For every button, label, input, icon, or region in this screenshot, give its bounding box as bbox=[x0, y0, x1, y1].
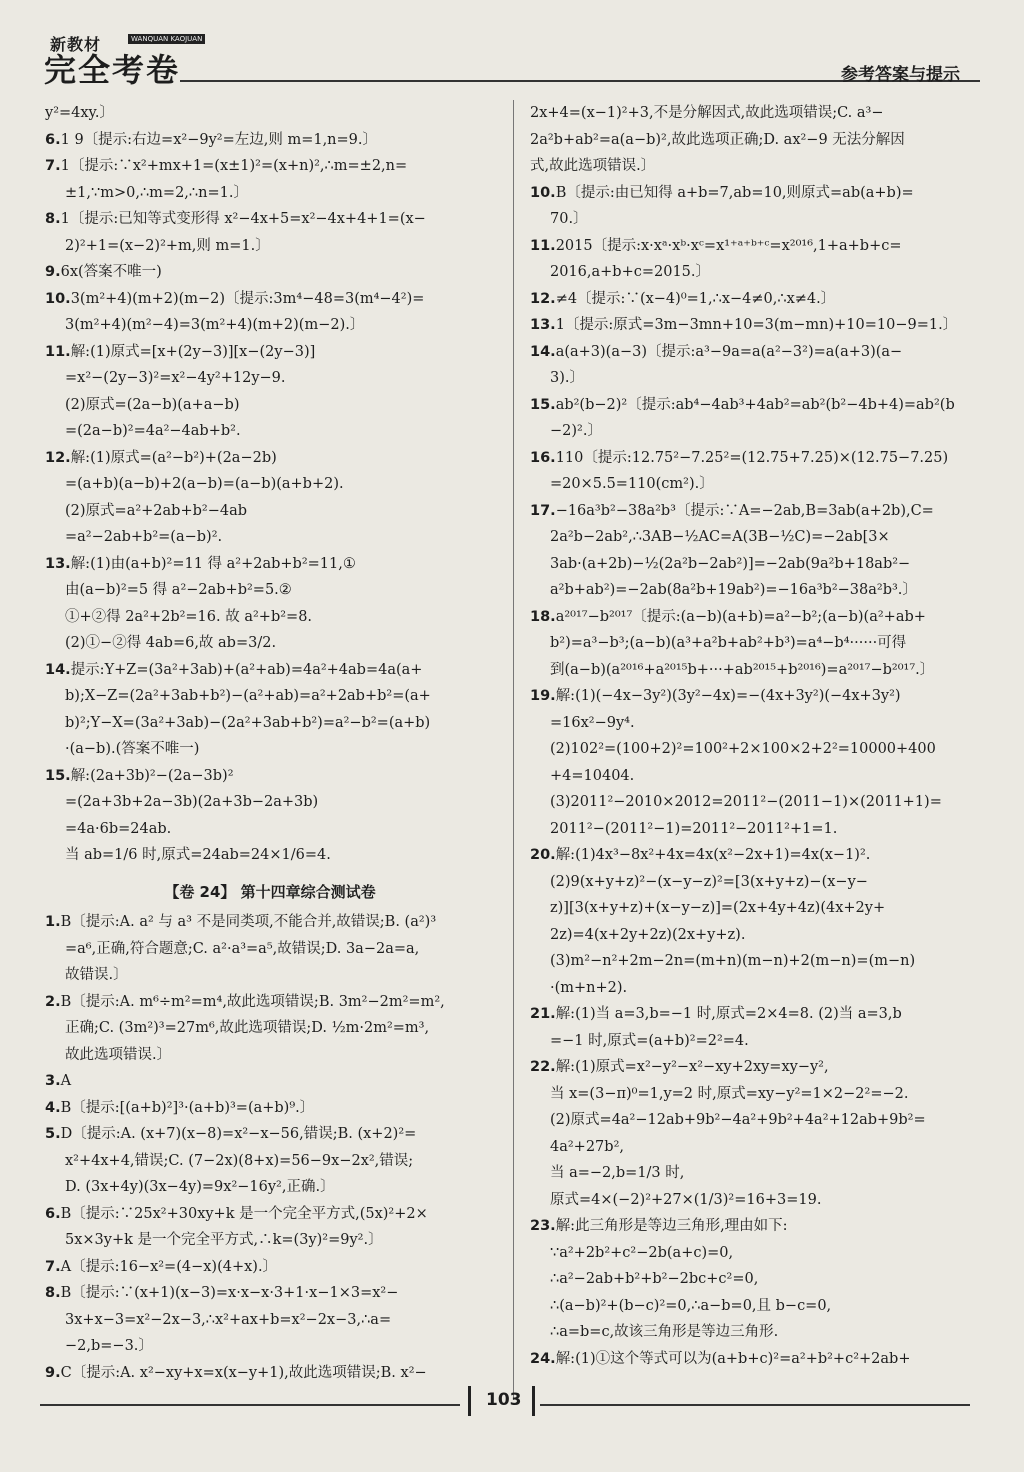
answer-line bbox=[45, 259, 495, 286]
answer-line bbox=[530, 710, 975, 737]
answer-line bbox=[530, 127, 975, 154]
answer-line bbox=[45, 471, 495, 498]
question-number: 1. bbox=[45, 914, 61, 930]
answer-text: 110〔提示:12.75²−7.25²=(12.75+7.25)×(12.75−7.25) bbox=[555, 449, 949, 466]
answer-text: b);X−Z=(2a²+3ab+b²)−(a²+ab)=a²+2ab+b²=(a+ bbox=[65, 688, 431, 704]
answer-text: 原式=4×(−2)²+27×(1/3)²=16+3=19. bbox=[550, 1191, 822, 1208]
question-number: 21. bbox=[530, 1006, 556, 1022]
answer-line bbox=[530, 100, 975, 127]
brand-logo-text: 完全考卷 bbox=[44, 51, 181, 89]
question-number: 24. bbox=[530, 1350, 556, 1367]
question-number: 23. bbox=[530, 1218, 556, 1234]
answer-line bbox=[45, 392, 495, 419]
answer-text: 2015〔提示:x·xᵃ·xᵇ·xᶜ=x¹⁺ᵃ⁺ᵇ⁺ᶜ=x²⁰¹⁶,1+a+b+c= bbox=[555, 237, 902, 254]
answer-text: 2016,a+b+c=2015.〕 bbox=[550, 264, 711, 280]
answer-text: =20×5.5=110(cm²).〕 bbox=[550, 476, 714, 492]
answer-text: 3ab·(a+2b)−½(2a²b−2ab²)]=−2ab(9a²b+18ab²− bbox=[550, 555, 911, 572]
question-number: 8. bbox=[45, 1285, 61, 1301]
answer-line bbox=[530, 1160, 975, 1187]
answer-text: 3(m²+4)(m+2)(m−2)〔提示:3m⁴−48=3(m⁴−4²)= bbox=[70, 290, 425, 307]
answer-line bbox=[45, 1174, 495, 1201]
answer-text: 2z)=4(x+2y+2z)(2x+y+z). bbox=[550, 926, 746, 943]
question-number: 8. bbox=[45, 211, 61, 227]
answer-line bbox=[45, 1148, 495, 1175]
answer-line bbox=[530, 206, 975, 233]
answer-text: 2)²+1=(x−2)²+m,则 m=1.〕 bbox=[65, 237, 270, 254]
page-number: 103 bbox=[486, 1390, 522, 1410]
answer-line bbox=[45, 1068, 495, 1095]
answer-line bbox=[45, 1042, 495, 1069]
answer-text: B〔提示:A. m⁶÷m²=m⁴,故此选项错误;B. 3m²−2m²=m², bbox=[60, 993, 445, 1010]
answer-text: C〔提示:A. x²−xy+x=x(x−y+1),故此选项错误;B. x²− bbox=[60, 1364, 427, 1381]
answer-text: a²b+ab²)=−2ab(8a²b+19ab²)=−16a³b²−38a²b³.〕 bbox=[550, 582, 917, 598]
answer-text: =4a·6b=24ab. bbox=[65, 820, 172, 837]
answer-text: a(a+3)(a−3)〔提示:a³−9a=a(a²−3²)=a(a+3)(a− bbox=[555, 343, 903, 360]
answer-line bbox=[530, 1107, 975, 1134]
answer-line bbox=[45, 445, 495, 472]
answer-text: 提示:Y+Z=(3a²+3ab)+(a²+ab)=4a²+4ab=4a(a+ bbox=[70, 661, 423, 678]
page-header bbox=[40, 30, 980, 90]
answer-text: 1〔提示:已知等式变形得 x²−4x+5=x²−4x+4+1=(x− bbox=[60, 211, 426, 227]
answer-text: 解:此三角形是等边三角形,理由如下: bbox=[555, 1218, 788, 1234]
answer-line bbox=[45, 365, 495, 392]
question-number: 9. bbox=[45, 1364, 61, 1381]
question-number: 18. bbox=[530, 608, 556, 625]
answer-line bbox=[530, 286, 975, 313]
answer-line bbox=[530, 1213, 975, 1240]
answer-text: (2)原式=a²+2ab+b²−4ab bbox=[65, 502, 247, 519]
answer-text: =(a+b)(a−b)+2(a−b)=(a−b)(a+b+2). bbox=[65, 476, 344, 492]
answer-line bbox=[45, 180, 495, 207]
answer-text: 故错误.〕 bbox=[65, 967, 128, 983]
answer-line bbox=[45, 1095, 495, 1122]
answer-line bbox=[45, 1280, 495, 1307]
answer-line bbox=[530, 1054, 975, 1081]
answer-text: 解:(1)由(a+b)²=11 得 a²+2ab+b²=11,① bbox=[70, 555, 356, 572]
question-number: 11. bbox=[45, 343, 71, 360]
left-column bbox=[45, 100, 495, 1386]
answer-text: ①+②得 2a²+2b²=16. 故 a²+b²=8. bbox=[65, 608, 313, 625]
answer-line bbox=[530, 1028, 975, 1055]
answer-text: =x²−(2y−3)²=x²−4y²+12y−9. bbox=[65, 370, 286, 386]
answer-line bbox=[530, 948, 975, 975]
answer-text: ∴a=b=c,故该三角形是等边三角形. bbox=[550, 1324, 779, 1340]
answer-line bbox=[45, 286, 495, 313]
answer-line bbox=[45, 1121, 495, 1148]
answer-text: 4a²+27b², bbox=[550, 1138, 624, 1155]
answer-line bbox=[530, 736, 975, 763]
answer-text: 5x×3y+k 是一个完全平方式,∴k=(3y)²=9y².〕 bbox=[65, 1232, 383, 1248]
answer-text: (2)102²=(100+2)²=100²+2×100×2+2²=10000+400 bbox=[550, 741, 936, 757]
answer-text: (3)m²−n²+2m−2n=(m+n)(m−n)+2(m−n)=(m−n) bbox=[550, 953, 916, 969]
answer-line bbox=[45, 1307, 495, 1334]
question-number: 6. bbox=[45, 1205, 61, 1222]
answer-text: =(2a+3b+2a−3b)(2a+3b−2a+3b) bbox=[65, 794, 319, 810]
answer-line bbox=[45, 498, 495, 525]
question-number: 3. bbox=[45, 1073, 61, 1089]
answer-line bbox=[530, 524, 975, 551]
answer-line bbox=[45, 936, 495, 963]
answer-text: 6x(答案不唯一) bbox=[60, 264, 162, 280]
answer-line bbox=[45, 339, 495, 366]
answer-text: 2a²b−2ab²,∴3AB−½AC=A(3B−½C)=−2ab[3× bbox=[550, 529, 890, 545]
answer-text: B〔提示:A. a² 与 a³ 不是同类项,不能合并,故错误;B. (a²)³ bbox=[60, 914, 437, 930]
answer-line bbox=[530, 471, 975, 498]
answer-text: ∴(a−b)²+(b−c)²=0,∴a−b=0,且 b−c=0, bbox=[550, 1297, 832, 1314]
answer-text: 3).〕 bbox=[550, 370, 584, 386]
header-section-title: 参考答案与提示 bbox=[841, 65, 960, 85]
answer-line bbox=[45, 789, 495, 816]
answer-text: ∵a²+2b²+c²−2b(a+c)=0, bbox=[550, 1244, 734, 1261]
answer-line bbox=[530, 763, 975, 790]
answer-line bbox=[530, 842, 975, 869]
question-number: 10. bbox=[530, 184, 556, 201]
answer-text: (2)原式=4a²−12ab+9b²−4a²+9b²+4a²+12ab+9b²= bbox=[550, 1112, 926, 1128]
answer-line bbox=[530, 233, 975, 260]
answer-text: =a²−2ab+b²=(a−b)². bbox=[65, 529, 223, 545]
answer-line bbox=[45, 710, 495, 737]
answer-line bbox=[45, 418, 495, 445]
answer-line bbox=[45, 962, 495, 989]
answer-line bbox=[530, 1240, 975, 1267]
answer-line bbox=[530, 1293, 975, 1320]
answer-text: 2x+4=(x−1)²+3,不是分解因式,故此选项错误;C. a³− bbox=[530, 105, 884, 121]
answer-text: (2)①−②得 4ab=6,故 ab=3/2. bbox=[65, 635, 277, 651]
answer-line bbox=[45, 577, 495, 604]
answer-line bbox=[530, 498, 975, 525]
answer-line bbox=[530, 1187, 975, 1214]
answer-line bbox=[530, 1134, 975, 1161]
question-number: 2. bbox=[45, 993, 61, 1010]
answer-line bbox=[45, 989, 495, 1016]
answer-text: 3x+x−3=x²−2x−3,∴x²+ax+b=x²−2x−3,∴a= bbox=[65, 1311, 392, 1328]
answer-text: 2011²−(2011²−1)=2011²−2011²+1=1. bbox=[550, 820, 838, 837]
answer-text: 解:(1)当 a=3,b=−1 时,原式=2×4=8. (2)当 a=3,b bbox=[555, 1006, 902, 1022]
answer-text: b)²;Y−X=(3a²+3ab)−(2a²+3ab+b²)=a²−b²=(a+b) bbox=[65, 714, 431, 731]
answer-line bbox=[45, 1333, 495, 1360]
answer-line bbox=[530, 392, 975, 419]
answer-text: 由(a−b)²=5 得 a²−2ab+b²=5.② bbox=[65, 582, 292, 598]
answer-text: 1〔提示:原式=3m−3mn+10=3(m−mn)+10=10−9=1.〕 bbox=[555, 317, 958, 333]
brand-tag: WANQUAN KAOJUAN bbox=[128, 34, 205, 44]
question-number: 13. bbox=[530, 317, 556, 333]
answer-text: 解:(1)①这个等式可以为(a+b+c)²=a²+b²+c²+2ab+ bbox=[555, 1350, 911, 1367]
answer-text: ±1,∵m>0,∴m=2,∴n=1.〕 bbox=[65, 184, 248, 201]
answer-text: 解:(1)4x³−8x²+4x=4x(x²−2x+1)=4x(x−1)². bbox=[555, 847, 871, 863]
right-column bbox=[530, 100, 975, 1372]
answer-text: 故此选项错误.〕 bbox=[65, 1046, 172, 1063]
question-number: 13. bbox=[45, 555, 71, 572]
answer-line bbox=[45, 683, 495, 710]
answer-line bbox=[530, 1319, 975, 1346]
answer-line bbox=[45, 100, 495, 127]
answer-line bbox=[45, 909, 495, 936]
answer-text: 3(m²+4)(m²−4)=3(m²+4)(m+2)(m−2).〕 bbox=[65, 317, 365, 333]
answer-text: 1 9〔提示:右边=x²−9y²=左边,则 m=1,n=9.〕 bbox=[60, 131, 377, 148]
answer-text: +4=10404. bbox=[550, 767, 635, 784]
answer-text: A bbox=[60, 1073, 72, 1089]
answer-line bbox=[530, 577, 975, 604]
answer-text: b²)=a³−b³;(a−b)(a³+a²b+ab²+b³)=a⁴−b⁴······可得 bbox=[550, 635, 907, 651]
answer-line bbox=[530, 657, 975, 684]
answer-line bbox=[45, 736, 495, 763]
answer-text: B〔提示:由已知得 a+b=7,ab=10,则原式=ab(a+b)= bbox=[555, 184, 914, 201]
footer-rule-left bbox=[40, 1404, 460, 1406]
question-number: 11. bbox=[530, 237, 556, 254]
answer-line bbox=[530, 1081, 975, 1108]
page-bar-right bbox=[532, 1386, 535, 1416]
question-number: 6. bbox=[45, 131, 61, 148]
answer-text: y²=4xy.〕 bbox=[45, 105, 114, 121]
question-number: 20. bbox=[530, 847, 556, 863]
answer-line bbox=[45, 551, 495, 578]
footer-rule-right bbox=[540, 1404, 970, 1406]
answer-line bbox=[45, 763, 495, 790]
answer-line bbox=[45, 1360, 495, 1387]
section-title: 【卷 24】 第十四章综合测试卷 bbox=[164, 882, 376, 901]
answer-text: (2)9(x+y+z)²−(x−y−z)²=[3(x+y+z)−(x−y− bbox=[550, 873, 868, 890]
answer-text: B〔提示:[(a+b)²]³·(a+b)³=(a+b)⁹.〕 bbox=[60, 1099, 315, 1116]
question-number: 15. bbox=[45, 767, 71, 784]
question-number: 15. bbox=[530, 396, 556, 413]
answer-line bbox=[530, 789, 975, 816]
answer-line bbox=[530, 445, 975, 472]
question-number: 5. bbox=[45, 1126, 61, 1142]
column-divider bbox=[513, 100, 514, 1400]
answer-line bbox=[45, 630, 495, 657]
answer-text: 1〔提示:∵x²+mx+1=(x±1)²=(x+n)²,∴m=±2,n= bbox=[60, 158, 408, 174]
answer-text: 2a²b+ab²=a(a−b)²,故此选项正确;D. ax²−9 无法分解因 bbox=[530, 131, 905, 148]
answer-line bbox=[45, 153, 495, 180]
answer-text: A〔提示:16−x²=(4−x)(4+x).〕 bbox=[60, 1258, 278, 1275]
question-number: 16. bbox=[530, 449, 556, 466]
answer-line bbox=[530, 418, 975, 445]
answer-text: z)][3(x+y+z)+(x−y−z)]=(2x+4y+4z)(4x+2y+ bbox=[550, 900, 886, 916]
answer-text: 解:(1)原式=x²−y²−x²−xy+2xy=xy−y², bbox=[555, 1059, 829, 1075]
answer-line bbox=[530, 153, 975, 180]
question-number: 22. bbox=[530, 1059, 556, 1075]
question-number: 12. bbox=[45, 449, 71, 466]
answer-line bbox=[45, 206, 495, 233]
answer-text: =−1 时,原式=(a+b)²=2²=4. bbox=[550, 1032, 749, 1049]
answer-text: B〔提示:∵25x²+30xy+k 是一个完全平方式,(5x)²+2× bbox=[60, 1205, 428, 1222]
question-number: 12. bbox=[530, 290, 556, 307]
answer-line bbox=[530, 683, 975, 710]
answer-line bbox=[530, 895, 975, 922]
question-number: 14. bbox=[530, 343, 556, 360]
answer-text: 到(a−b)(a²⁰¹⁶+a²⁰¹⁵b+···+ab²⁰¹⁵+b²⁰¹⁶)=a²⁰¹⁷−b²⁰¹⁷.〕 bbox=[550, 661, 935, 678]
answer-line bbox=[45, 816, 495, 843]
answer-line bbox=[530, 816, 975, 843]
answer-line bbox=[530, 312, 975, 339]
question-number: 9. bbox=[45, 264, 61, 280]
answer-text: B〔提示:∵(x+1)(x−3)=x·x−x·3+1·x−1×3=x²− bbox=[60, 1285, 399, 1301]
answer-line bbox=[530, 339, 975, 366]
answer-line bbox=[45, 524, 495, 551]
answer-text: D. (3x+4y)(3x−4y)=9x²−16y²,正确.〕 bbox=[65, 1179, 335, 1195]
answer-line bbox=[45, 1254, 495, 1281]
answer-line bbox=[530, 630, 975, 657]
question-number: 10. bbox=[45, 290, 71, 307]
answer-text: =(2a−b)²=4a²−4ab+b². bbox=[65, 423, 241, 439]
question-number: 7. bbox=[45, 158, 61, 174]
answer-line bbox=[45, 1015, 495, 1042]
answer-text: =16x²−9y⁴. bbox=[550, 714, 635, 731]
answer-text: 当 a=−2,b=1/3 时, bbox=[550, 1165, 685, 1181]
question-number: 7. bbox=[45, 1258, 61, 1275]
answer-text: =a⁶,正确,符合题意;C. a²·a³=a⁵,故错误;D. 3a−2a=a, bbox=[65, 940, 420, 957]
answer-line bbox=[530, 180, 975, 207]
answer-text: 当 ab=1/6 时,原式=24ab=24×1/6=4. bbox=[65, 847, 331, 863]
answer-line bbox=[530, 1266, 975, 1293]
answer-line bbox=[530, 259, 975, 286]
answer-text: (3)2011²−2010×2012=2011²−(2011−1)×(2011+1)= bbox=[550, 794, 942, 810]
answer-text: x²+4x+4,错误;C. (7−2x)(8+x)=56−9x−2x²,错误; bbox=[65, 1152, 414, 1169]
answer-line bbox=[45, 233, 495, 260]
answer-text: 解:(1)原式=(a²−b²)+(2a−2b) bbox=[70, 449, 277, 466]
answer-text: −2,b=−3.〕 bbox=[65, 1338, 153, 1354]
answer-text: ≠4〔提示:∵(x−4)⁰=1,∴x−4≠0,∴x≠4.〕 bbox=[555, 290, 836, 307]
answer-text: 正确;C. (3m²)³=27m⁶,故此选项错误;D. ½m·2m²=m³, bbox=[65, 1020, 430, 1036]
answer-text: (2)原式=(2a−b)(a+a−b) bbox=[65, 396, 240, 413]
answer-text: ∴a²−2ab+b²+b²−2bc+c²=0, bbox=[550, 1271, 759, 1287]
question-number: 14. bbox=[45, 661, 71, 678]
question-number: 4. bbox=[45, 1099, 61, 1116]
answer-text: 解:(2a+3b)²−(2a−3b)² bbox=[70, 767, 234, 784]
answer-line bbox=[530, 1346, 975, 1373]
answer-line bbox=[45, 604, 495, 631]
answer-line bbox=[530, 922, 975, 949]
question-number: 17. bbox=[530, 502, 556, 519]
answer-text: a²⁰¹⁷−b²⁰¹⁷〔提示:(a−b)(a+b)=a²−b²;(a−b)(a²+ab+ bbox=[555, 608, 926, 625]
brand-small-text: 新教材 bbox=[50, 35, 102, 54]
answer-line bbox=[45, 1227, 495, 1254]
answer-line bbox=[45, 1201, 495, 1228]
answer-text: 解:(1)原式=[x+(2y−3)][x−(2y−3)] bbox=[70, 343, 316, 360]
answer-text: 当 x=(3−π)⁰=1,y=2 时,原式=xy−y²=1×2−2²=−2. bbox=[550, 1085, 909, 1102]
answer-text: D〔提示:A. (x+7)(x−8)=x²−x−56,错误;B. (x+2)²= bbox=[60, 1126, 417, 1142]
answer-text: −16a³b²−38a²b³〔提示:∵A=−2ab,B=3ab(a+2b),C= bbox=[555, 502, 934, 519]
answer-line bbox=[530, 975, 975, 1002]
page-bar-left bbox=[468, 1386, 471, 1416]
answer-line bbox=[45, 127, 495, 154]
answer-text: −2)².〕 bbox=[550, 423, 602, 439]
answer-line bbox=[530, 869, 975, 896]
answer-line bbox=[530, 365, 975, 392]
answer-line bbox=[530, 551, 975, 578]
answer-text: 解:(1)(−4x−3y²)(3y²−4x)=−(4x+3y²)(−4x+3y²) bbox=[555, 688, 901, 704]
answer-line bbox=[530, 604, 975, 631]
question-number: 19. bbox=[530, 688, 556, 704]
answer-line bbox=[45, 657, 495, 684]
answer-text: ab²(b−2)²〔提示:ab⁴−4ab³+4ab²=ab²(b²−4b+4)=ab²(b bbox=[555, 396, 955, 413]
answer-text: 式,故此选项错误.〕 bbox=[530, 158, 656, 174]
answer-line bbox=[45, 312, 495, 339]
answer-text: ·(m+n+2). bbox=[550, 979, 628, 996]
answer-line bbox=[45, 842, 495, 869]
answer-text: ·(a−b).(答案不唯一) bbox=[65, 741, 200, 757]
answer-text: 70.〕 bbox=[550, 211, 588, 227]
answer-line bbox=[530, 1001, 975, 1028]
